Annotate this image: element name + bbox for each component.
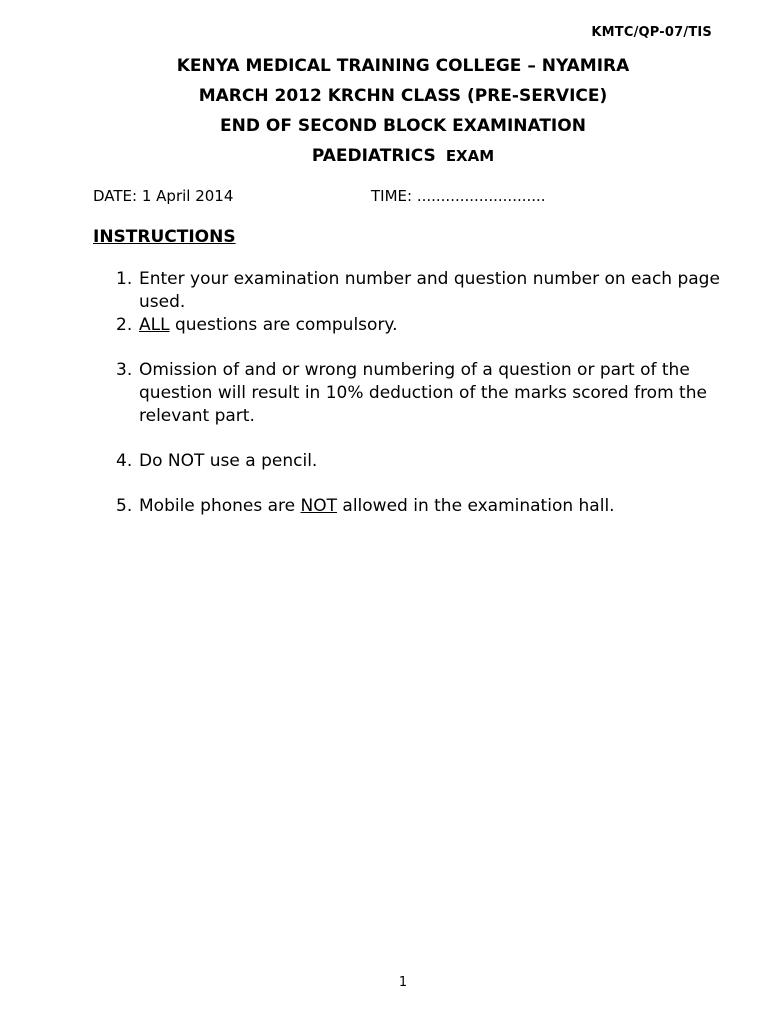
instruction-number: 3. [116,360,133,380]
instruction-text: questions are compulsory. [169,315,398,335]
instructions-heading: INSTRUCTIONS [93,227,236,247]
instruction-number: 2. [116,315,133,335]
instruction-number: 1. [116,269,133,289]
instruction-text: Enter your examination number and question number on each page used. [139,269,720,312]
instruction-text: Omission of and or wrong numbering of a question or part of the question will result in 10% deduction of the marks scored from the relevant part. [139,360,707,426]
instruction-list [93,268,733,518]
exam-date: DATE: 1 April 2014 [93,187,234,205]
page-number: 1 [398,975,408,990]
college-title: KENYA MEDICAL TRAINING COLLEGE – NYAMIRA [176,56,630,76]
instruction-text: Mobile phones are [139,496,301,516]
instruction-item [93,359,733,428]
subject-suffix: EXAM [445,147,495,165]
instruction-item [93,268,733,314]
subject-title [0,145,768,175]
instruction-item [93,450,733,473]
document-code: KMTC/QP-07/TIS [591,25,712,40]
instruction-item [93,314,733,337]
instruction-text: Do NOT use a pencil. [139,451,318,471]
instruction-number: 5. [116,496,133,516]
subject-name: PAEDIATRICS [311,146,436,166]
instruction-emphasis: ALL [139,315,170,335]
exam-time: TIME: ........................... [371,187,546,205]
instruction-text: allowed in the examination hall. [337,496,615,516]
title-block [0,55,768,175]
instruction-number: 4. [116,451,133,471]
class-title: MARCH 2012 KRCHN CLASS (PRE-SERVICE) [198,86,608,106]
exam-title: END OF SECOND BLOCK EXAMINATION [220,116,586,136]
meta-row [93,187,546,205]
instruction-item [93,495,733,518]
instruction-emphasis: NOT [300,496,338,516]
